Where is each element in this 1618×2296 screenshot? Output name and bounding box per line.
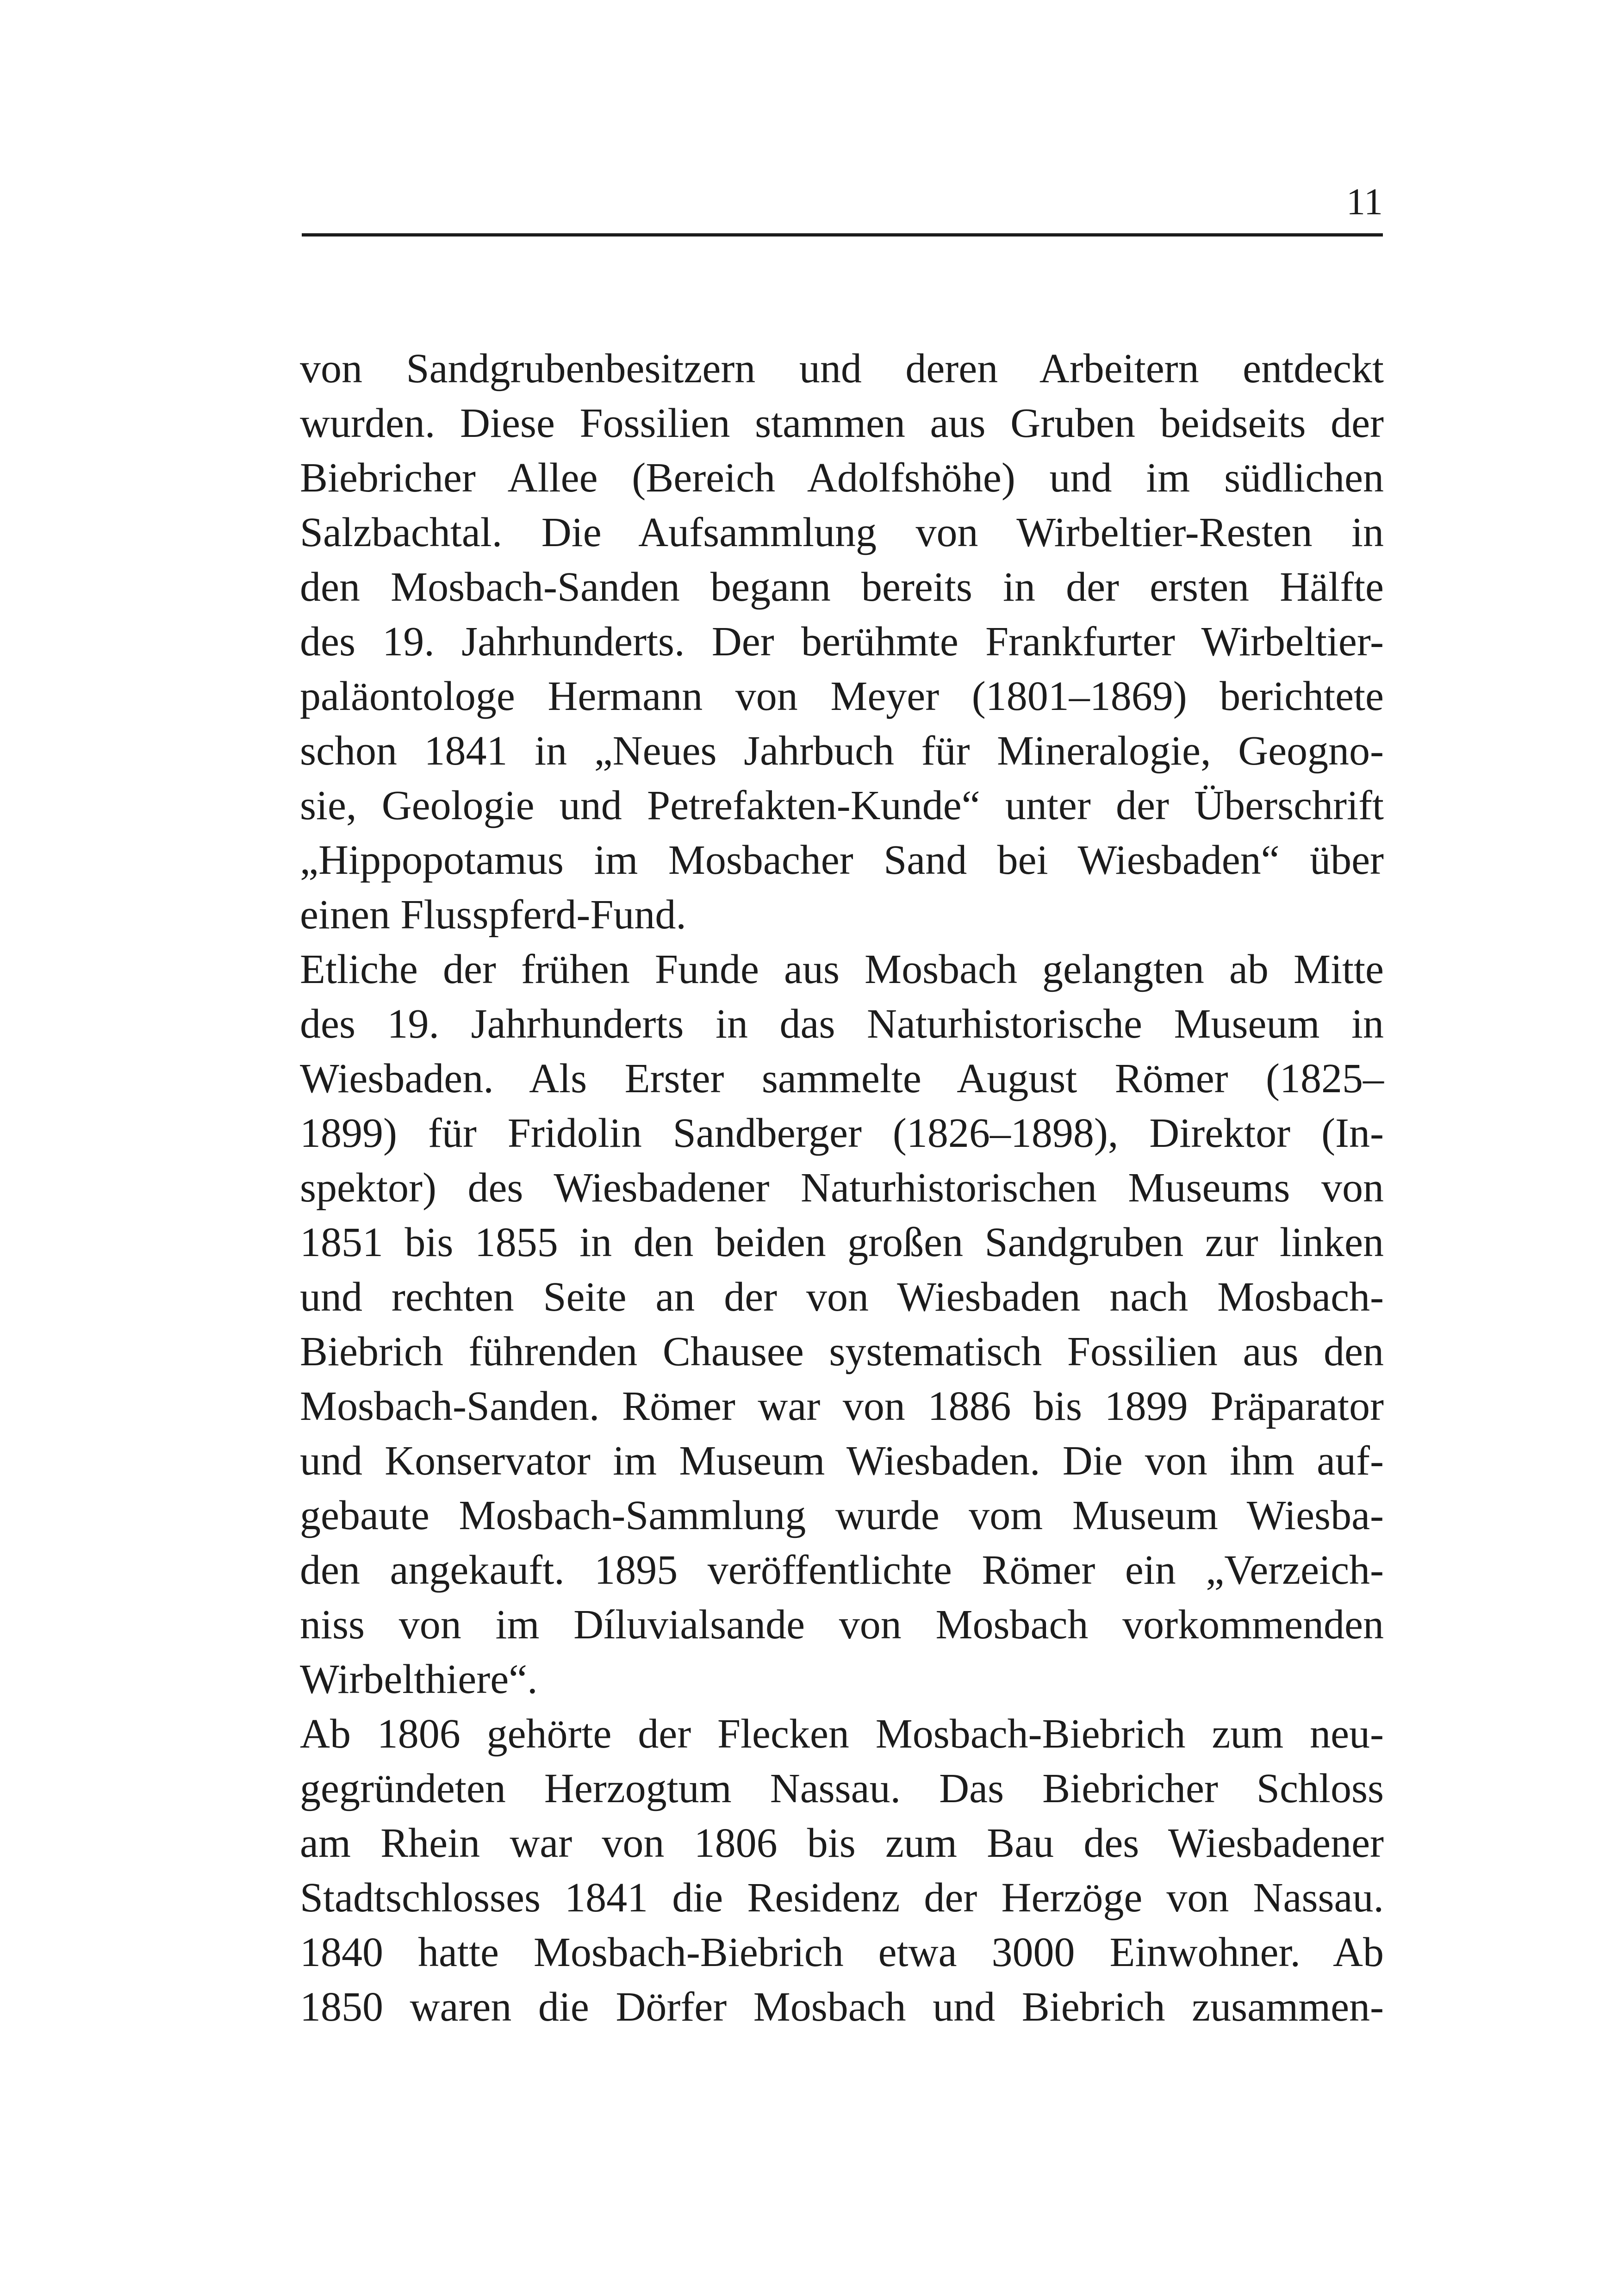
text-line: Wiesbaden. Als Erster sammelte August Römer (1825– — [300, 1056, 1384, 1101]
header-rule — [302, 233, 1383, 236]
text-line: gebaute Mosbach-Sammlung wurde vom Museum Wiesba- — [300, 1493, 1384, 1538]
text-line: Salzbachtal. Die Aufsammlung von Wirbeltier-Resten in — [300, 510, 1384, 555]
text-line: Stadtschlosses 1841 die Residenz der Herzöge von Nassau. — [300, 1875, 1384, 1921]
text-line: sie, Geologie und Petrefakten-Kunde“ unter der Überschrift — [300, 783, 1384, 828]
text-line: niss von im Díluvialsande von Mosbach vorkommenden — [300, 1602, 1384, 1648]
text-line: 1850 waren die Dörfer Mosbach und Biebrich zusammen- — [300, 1984, 1384, 2030]
text-line: Biebricher Allee (Bereich Adolfshöhe) und im südlichen — [300, 455, 1384, 501]
text-line: des 19. Jahrhunderts. Der berühmte Frankfurter Wirbeltier- — [300, 619, 1384, 665]
text-line: „Hippopotamus im Mosbacher Sand bei Wiesbaden“ über — [300, 837, 1384, 883]
text-line: 1851 bis 1855 in den beiden großen Sandgruben zur linken — [300, 1220, 1384, 1265]
text-line: den Mosbach-Sanden begann bereits in der ersten Hälfte — [300, 564, 1384, 610]
text-line: Etliche der frühen Funde aus Mosbach gelangten ab Mitte — [300, 946, 1384, 992]
text-line: gegründeten Herzogtum Nassau. Das Biebricher Schloss — [300, 1766, 1384, 1811]
text-line: spektor) des Wiesbadener Naturhistorischen Museums von — [300, 1165, 1384, 1211]
body-text — [300, 342, 1384, 2035]
text-line: von Sandgrubenbesitzern und deren Arbeitern entdeckt — [300, 346, 1384, 392]
text-line: schon 1841 in „Neues Jahrbuch für Mineralogie, Geogno- — [300, 728, 1384, 774]
text-line: 1899) für Fridolin Sandberger (1826–1898), Direktor (In- — [300, 1110, 1384, 1156]
text-line: Wirbelthiere“. — [300, 1656, 538, 1702]
text-line: Mosbach-Sanden. Römer war von 1886 bis 1899 Präparator — [300, 1383, 1384, 1429]
text-line: und rechten Seite an der von Wiesbaden nach Mosbach- — [300, 1274, 1384, 1320]
page-number: 11 — [1346, 180, 1383, 223]
text-line: den angekauft. 1895 veröffentlichte Römer ein „Verzeich- — [300, 1547, 1384, 1593]
text-line: wurden. Diese Fossilien stammen aus Gruben beidseits der — [300, 400, 1384, 446]
text-line: am Rhein war von 1806 bis zum Bau des Wiesbadener — [300, 1820, 1384, 1866]
text-line: paläontologe Hermann von Meyer (1801–1869) berichtete — [300, 673, 1384, 719]
text-line: und Konservator im Museum Wiesbaden. Die von ihm auf- — [300, 1438, 1384, 1484]
text-line: 1840 hatte Mosbach-Biebrich etwa 3000 Einwohner. Ab — [300, 1929, 1384, 1975]
text-line: Ab 1806 gehörte der Flecken Mosbach-Biebrich zum neu- — [300, 1711, 1384, 1757]
text-line: einen Flusspferd-Fund. — [300, 892, 686, 938]
text-line: Biebrich führenden Chausee systematisch Fossilien aus den — [300, 1329, 1384, 1375]
text-line: des 19. Jahrhunderts in das Naturhistorische Museum in — [300, 1001, 1384, 1047]
